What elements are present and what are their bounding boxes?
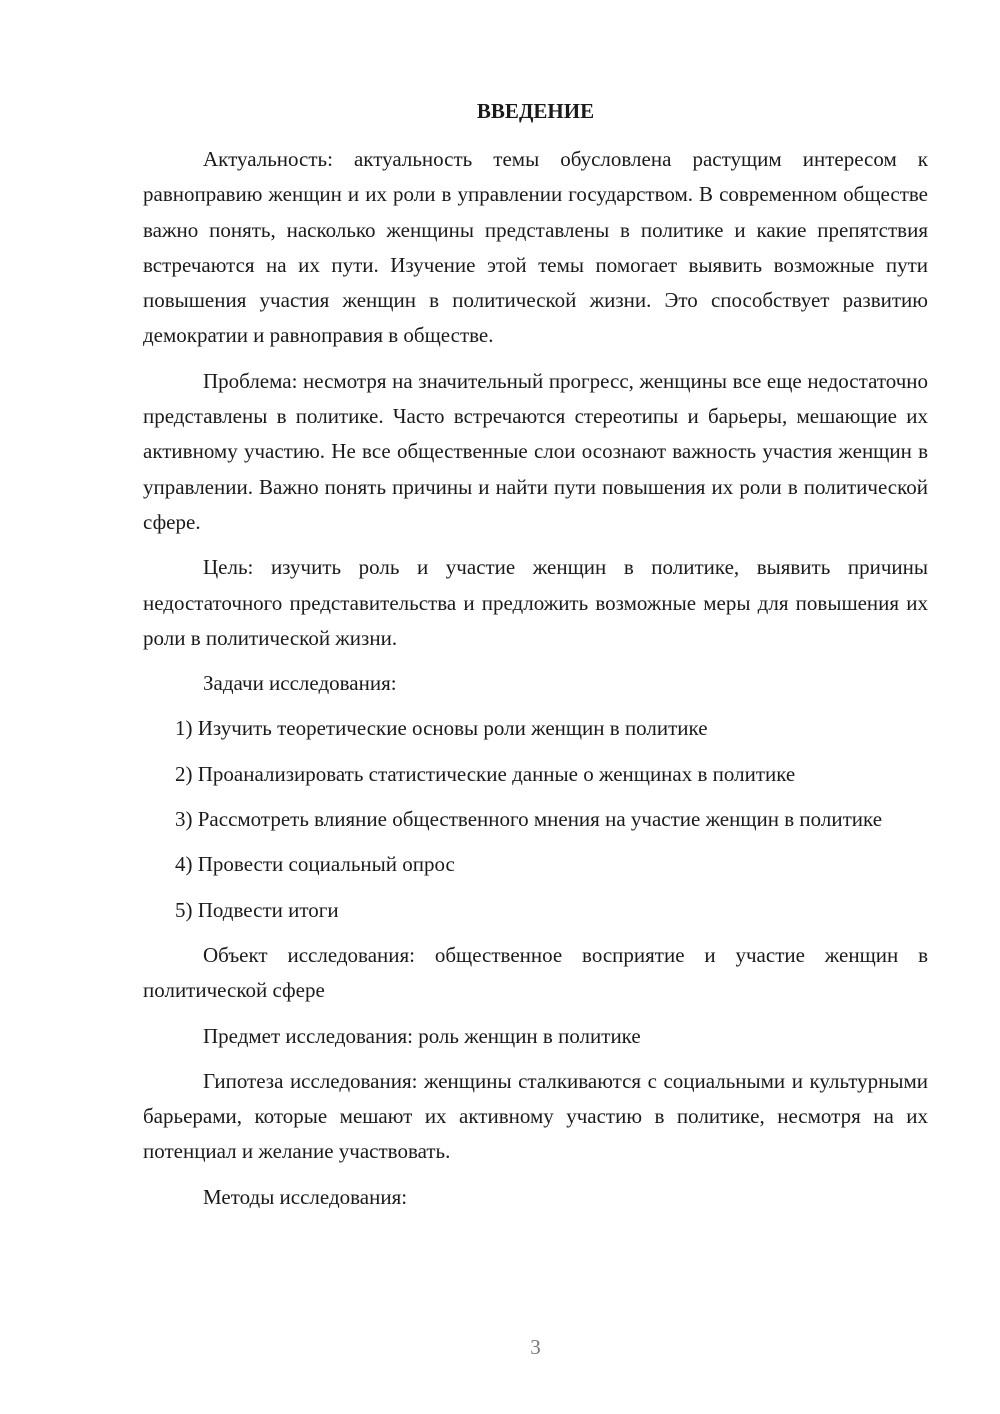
paragraph-object: Объект исследования: общественное восприятие и участие женщин в политической сфере	[143, 942, 928, 1003]
paragraph-subject: Предмет исследования: роль женщин в политике	[203, 1023, 641, 1048]
paragraph-hypothesis: Гипотеза исследования: женщины сталкиваются с социальными и культурными барьерами, которые мешают их активному участию в политике, несмотря на их потенциал и желание участвовать.	[143, 1068, 928, 1164]
document-body	[143, 142, 928, 1225]
paragraph-problem: Проблема: несмотря на значительный прогресс, женщины все еще недостаточно представлены в политике. Часто встречаются стереотипы и барьеры, мешающие их активному участию. Не все общественные слои осознают важность участия женщин в управлении. Важно понять причины и найти пути повышения их роли в политической сфере.	[143, 368, 928, 534]
task-item: 4) Провести социальный опрос	[175, 852, 455, 877]
task-item: 2) Проанализировать статистические данные о женщинах в политике	[175, 761, 796, 786]
paragraph-methods-heading: Методы исследования:	[203, 1184, 408, 1209]
document-title: ВВЕДЕНИЕ	[476, 99, 595, 123]
task-item: 3) Рассмотреть влияние общественного мнения на участие женщин в политике	[175, 807, 883, 832]
task-item: 5) Подвести итоги	[175, 897, 339, 922]
paragraph-goal: Цель: изучить роль и участие женщин в политике, выявить причины недостаточного представительства и предложить возможные меры для повышения их роли в политической жизни.	[143, 555, 928, 650]
paragraph-tasks-heading: Задачи исследования:	[203, 671, 397, 696]
page-number: 3	[530, 1335, 541, 1359]
document-page	[143, 0, 928, 1414]
task-item: 1) Изучить теоретические основы роли женщин в политике	[175, 716, 708, 741]
paragraph-relevance: Актуальность: актуальность темы обусловлена растущим интересом к равноправию женщин и их роли в управлении государством. В современном обществе важно понять, насколько женщины представлены в политике и какие препятствия встречаются на их пути. Изучение этой темы помогает выявить возможные пути повышения участия женщин в политической жизни. Это способствует развитию демократии и равноправия в обществе.	[143, 147, 928, 348]
